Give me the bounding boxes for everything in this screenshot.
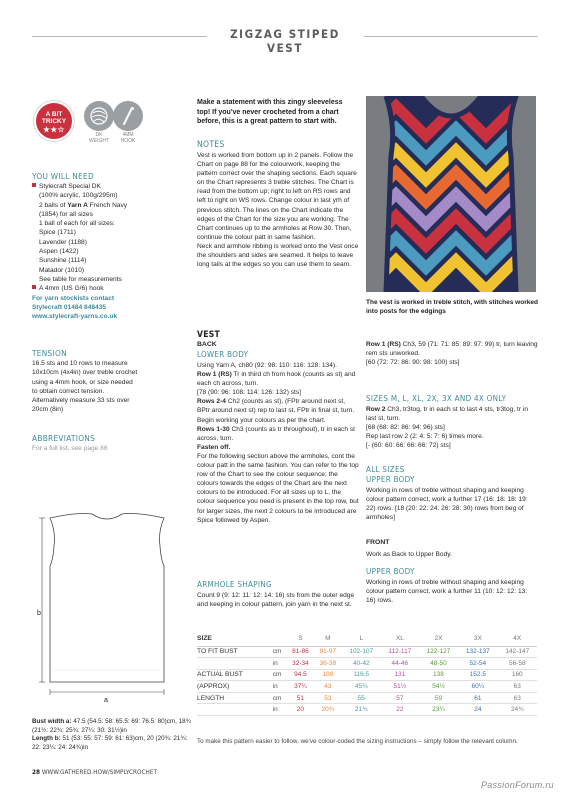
list-item: 1 ball of each for all sizes: [39,220,115,228]
page-number: 28 [32,768,41,776]
table-row: in 32-34 36-38 40-42 44-46 48-50 52-54 56-58 [197,658,537,670]
hook-label: 4MM HOOK [120,132,136,144]
notes-paragraph: Neck and armhole ribbing is worked onto the Vest once the shoulders and sides are seamed. It helps to leave long tails at the edges so you can use them to seam. [197,242,359,269]
sizes-m-4x-instructions: Row 2 Ch3, tr3tog, tr in each st to last 4 sts, tr3tog, tr in last st, turn. [68 (68: 82: 86: 94: 96) sts] Rep last row 2 (2: 4: 5: 7: 6) times more. [- (60: 60: 66: 66: 66: 72) sts] [366,406,528,450]
diagram-measurements [32,718,192,752]
stockists-link[interactable]: www.stylecraft-yarns.co.uk [32,313,118,321]
skill-level-badge [34,101,74,141]
length-text: Length b: 51 (53: 55: 57: 59: 61: 63)cm, 20 (20¾: 21¾: 22: 23¼: 24: 24¾)in [32,735,188,751]
vest-heading: VEST [197,330,221,340]
size-table [197,632,537,716]
stockists-line: For yarn stockists contact [32,294,115,302]
notes-body [197,151,359,269]
skill-line-1: A BIT [45,111,63,118]
back-label: BACK [197,341,217,348]
page-footer [32,768,157,776]
bust-width-text: Bust width a: 47.5 (54.5: 58: 65.5: 69: 76.5: 80)cm, 18¾ (21½: 22¾: 25¾: 27¼: 30: 31½)in [32,718,191,734]
yarn-weight-icon [84,101,114,131]
front-heading: FRONT [366,539,390,546]
hook-size-icon [113,101,143,131]
header-rule-left [32,36,207,37]
row-1-instruction: Row 1 (RS) Tr in third ch from hook (counts as st) and each ch across, turn. [197,371,356,388]
rows-2-4-instruction: Rows 2-4 Ch2 (counts as st), (FPtr around next st, BPtr around next st) rep to last st, FPtr in final st, turn. [197,398,355,415]
list-item: See table for measurements [39,275,122,283]
lower-body-heading: LOWER BODY [197,350,249,359]
begin-colours: Begin working your colours as per the chart. [197,416,326,424]
yarn-ball-icon [84,101,114,131]
armhole-instructions: Count 9 (9: 12: 11: 12: 14: 16) sts from the outer edge and keeping in colour pattern, join yarn in the next st. [197,592,355,609]
photo-caption: The vest is worked in treble stitch, with stitches worked into posts for the edgings [366,299,538,315]
table-row: in 20 20¾ 21¾ 22 23¼ 24 24¾ [197,704,537,716]
size-table-note: To make this pattern easier to follow, we've colour-coded the sizing instructions – simply follow the relevant column. [197,738,518,745]
row-1-rs-armhole: Row 1 (RS) Ch3, 59 (71: 71: 85: 89: 97: 99) tr, turn leaving rem sts unworked. [366,341,538,358]
diagram-label-a: a [104,697,108,704]
upper-body-instructions: Working in rows of treble without shaping and keeping colour pattern correct, work a further 17 (16: 18: 18: 19: 22) rows. [18 (20: 22: 24: 26: 28: 30) rows from beg of armholes] [366,487,528,522]
notes-heading: NOTES [197,140,225,150]
sizes-m-4x-heading: SIZES M, L, XL, 2X, 3X AND 4X ONLY [366,394,507,403]
page-title: ZIGZAG STIPED VEST [230,27,340,55]
right-column-instructions [366,340,538,367]
diagram-label-b: b [37,610,41,617]
colour-item: Lavender (1188) [39,238,87,246]
following-section: For the following section above the armholes, cont the colour patt in the same fashion. You can refer to the top row of the Chart to see the colour sequence; the colours towards the edges of the Chart are the next colours to be introduced. For all sizes up to L, the colour sequence you need is present in the top row, but for larger sizes, the next 2 colours to be introduced are Spice followed by Aspen. [197,452,359,524]
you-will-need-heading: YOU WILL NEED [32,171,94,181]
upper-body-heading-2: UPPER BODY [366,567,415,576]
skill-line-2: TRICKY [41,118,67,125]
upper-body-instructions-2: Working in rows of treble without shaping and keeping colour pattern correct, work a further 11 (10: 12: 12: 13: 16) rows. [366,579,528,605]
materials-list [32,182,182,321]
notes-paragraph: Vest is worked from bottom up in 2 panels. Follow the Chart on page 88 for the colourwork, keeping the pattern correct over the shaping sections. Each square on the Chart represents 3 treble stitches. The Chart is read from the bottom up; right to left on RS rows and left to right on WS rows. Change colour in last yrh of previous stitch. The lines on the Chart indicate the edges of the Chart for the size you are working. The Chart continues up to the armholes at Row 30. Then, continue the colour patt in same fashion. [197,152,357,241]
all-sizes-heading: ALL SIZES [366,465,405,474]
intro-text: Make a statement with this zingy sleeveless top! If you've never crocheted from a chart before, this is a great pattern to start with. [197,99,343,126]
watermark: PassionForum.ru [480,780,554,790]
tension-heading: TENSION [32,348,67,358]
vest-schematic [32,500,182,716]
table-row: (APPROX) in 37¼ 43 45¾ 51½ 54½ 60¼ 63 [197,681,537,693]
list-item: Stylecraft Special DK [32,182,182,191]
yarn-start-line: Using Yarn A, ch80 (92: 98: 110: 116: 128: 134). [197,362,337,369]
armhole-heading: ARMHOLE SHAPING [197,580,272,589]
list-item: (100% acrylic, 100g/295m) [39,192,118,200]
upper-body-heading: UPPER BODY [366,475,415,484]
list-item: (1854) for all sizes [39,210,93,218]
zigzag-vest-image [366,96,536,292]
header-rule-right [364,36,538,37]
colour-item: Sunshine (1114) [39,257,87,265]
bullet-icon [32,285,36,289]
colour-item: Matador (1010) [39,266,85,274]
rows-1-30-instruction: Rows 1-30 Ch3 (counts as tr throughout), tr in each st across, turn. [197,425,355,442]
weight-label: DK WEIGHT [89,132,109,144]
vest-photo [366,96,536,292]
list-item: A 4mm (US G/6) hook [32,284,182,293]
abbreviations-heading: ABBREVIATIONS [32,433,96,443]
skill-stars: ★★☆ [43,125,65,134]
table-row: LENGTH cm 51 53 55 57 59 61 63 [197,692,537,704]
table-row: ACTUAL BUST cm 94.5 109 116.5 131 138 152.5 160 [197,669,537,681]
row-1-counts: [78 (90: 96: 108: 114: 126: 132) sts] [197,389,301,397]
row-1-rs-counts: [60 (72: 72: 86: 90: 98: 100) sts] [366,359,460,367]
abbreviations-text: For a full list, see page 86 [32,445,108,452]
crochet-hook-icon [113,101,143,131]
lower-body-instructions [197,361,359,525]
footer-url[interactable]: WWW.GATHERED.HOW/SIMPLYCROCHET [41,768,158,776]
front-instructions: Work as Back to Upper Body. [366,551,452,558]
fasten-off: Fasten off. [197,443,231,451]
list-item: 2 balls of Yarn A French Navy [39,201,128,209]
table-row: TO FIT BUST cm 81-86 91-97 102-107 112-117 122-127 132-137 142-147 [197,646,537,658]
tension-text: 16.5 sts and 10 rows to measure 10x10cm (4x4in) over treble crochet using a 4mm hook, or size needed to obtain correct tension. Alternatively measure 33 sts over 20cm (8in) [32,360,138,414]
stockists-line: Stylecraft 01484 848435 [32,303,107,311]
bullet-icon [32,183,36,187]
colour-item: Aspen (1422) [39,248,79,256]
table-header-row: SIZE S M L XL 2X 3X 4X [197,632,537,646]
colour-item: Spice (1711) [39,229,76,237]
vest-outline-diagram [32,500,182,716]
